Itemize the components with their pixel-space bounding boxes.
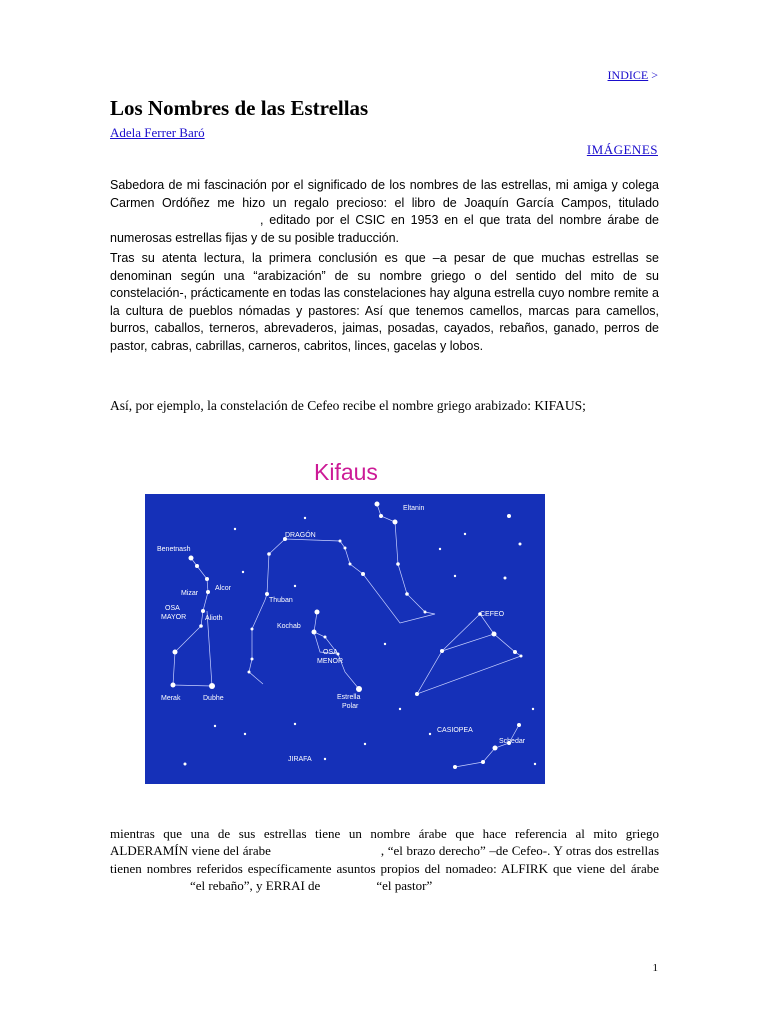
star: [379, 514, 383, 518]
label-osa-mayor-1: OSA: [165, 605, 180, 612]
star: [424, 611, 427, 614]
star: [517, 723, 521, 727]
star: [504, 577, 507, 580]
page-title: Los Nombres de las Estrellas: [110, 96, 369, 120]
star: [493, 746, 498, 751]
label-thuban: Thuban: [269, 597, 293, 604]
star: [532, 708, 534, 710]
star-polaris: [356, 686, 362, 692]
star: [344, 547, 347, 550]
star: [205, 577, 209, 581]
label-osa-mayor-2: MAYOR: [161, 614, 187, 621]
p4-text-c: “el rebaño”, y ERRAI de: [190, 877, 321, 893]
star: [393, 520, 398, 525]
star: [234, 528, 236, 530]
star: [429, 733, 431, 735]
p1-text-b: , editado por el CSIC en 1953 en el que trata del nombre árabe de numerosas estrellas fijas y de su posible traducción.: [110, 213, 659, 245]
star: [519, 543, 522, 546]
p4-text-b: , “el brazo derecho” –de Cefeo-. Y otras dos estrellas tienen nombres referidos específicamente asuntos propios del nomadeo: ALFIRK que viene del árabe: [110, 843, 660, 876]
star: [520, 655, 523, 658]
star: [454, 575, 456, 577]
star: [171, 683, 176, 688]
label-dragon: DRAGÓN: [285, 532, 316, 539]
label-kochab: Kochab: [277, 623, 301, 630]
label-polar-2: Polar: [342, 703, 359, 710]
p1-text-a: Sabedora de mi fascinación por el significado de los nombres de las estrellas, mi amiga y colega Carmen Ordóñez me hizo un regalo precioso: el libro de Joaquín García Campos, titulado: [110, 178, 659, 210]
star: [206, 590, 210, 594]
star: [184, 763, 187, 766]
star: [201, 609, 205, 613]
star: [405, 592, 409, 596]
star: [492, 632, 497, 637]
star: [399, 708, 401, 710]
star: [267, 552, 271, 556]
indice-link[interactable]: INDICE: [607, 68, 649, 82]
star: [312, 630, 317, 635]
star: [294, 723, 296, 725]
star: [189, 556, 194, 561]
star: [464, 533, 466, 535]
constellation-map: [145, 494, 545, 784]
star: [361, 572, 365, 576]
star: [415, 692, 419, 696]
label-casiopea: CASIOPEA: [437, 727, 473, 734]
indice-arrow: >: [651, 68, 658, 82]
paragraph-conclusion: Tras su atenta lectura, la primera conclusión es que –a pesar de que muchas estrellas se denominan según una “arabización” de su nombre griego o del sentido del mito de su constelación-, prácticamente en todas las constelaciones hay alguna estrella cuyo nombre remite a la cultura de pueblos nómadas y pastores: Así que tenemos camellos, marcas para camellos, burros, caballos, terneros, abrevaderos, jaimas, posadas, cayados, rebaños, ganado, perros de pastor, cabras, cabrillas, carneros, cabritos, linces, gacelas y lobos.: [110, 251, 659, 353]
indice-nav: [608, 68, 658, 83]
star: [534, 763, 536, 765]
star: [324, 636, 327, 639]
star: [453, 765, 457, 769]
label-merak: Merak: [161, 695, 181, 702]
label-alcor: Alcor: [215, 585, 231, 592]
imagenes-link[interactable]: IMÁGENES: [586, 142, 658, 157]
star: [375, 502, 380, 507]
star: [251, 628, 254, 631]
label-mizar: Mizar: [181, 590, 199, 597]
star: [315, 610, 320, 615]
paragraph-cefeo: Así, por ejemplo, la constelación de Cefeo recibe el nombre griego arabizado: KIFAUS;: [110, 398, 586, 413]
star: [294, 585, 296, 587]
star: [339, 540, 342, 543]
star: [439, 548, 441, 550]
star: [265, 592, 269, 596]
star: [251, 658, 254, 661]
p4-text-d: “el pastor”: [376, 877, 433, 893]
star: [173, 650, 178, 655]
star: [304, 517, 306, 519]
paragraph-intro: [110, 177, 659, 247]
label-polar-1: Estrella: [337, 694, 361, 701]
label-eltanin: Eltanin: [403, 505, 425, 512]
star: [248, 671, 251, 674]
star: [440, 649, 444, 653]
p4-text-a: mientras que una de sus estrellas tiene un nombre árabe que hace referencia al mito griego ALDERAMÍN viene del árabe: [110, 826, 659, 859]
label-schedar: Schedar: [499, 738, 526, 745]
label-cefeo: CEFEO: [480, 611, 505, 618]
label-dubhe: Dubhe: [203, 695, 224, 702]
page-number: 1: [652, 962, 658, 974]
label-alioth: Alioth: [205, 615, 223, 622]
label-osa-menor-2: MENOR: [317, 658, 344, 665]
star: [349, 563, 352, 566]
star: [396, 562, 400, 566]
star: [324, 758, 326, 760]
label-benetnash: Benetnash: [157, 546, 191, 553]
star: [242, 571, 244, 573]
label-jirafa: JIRAFA: [288, 756, 312, 763]
star: [199, 624, 203, 628]
star: [513, 650, 517, 654]
label-osa-menor-1: OSA: [323, 649, 338, 656]
star: [195, 564, 199, 568]
sky-background: [145, 494, 545, 784]
figure-title: Kifaus: [314, 459, 378, 485]
star: [507, 514, 511, 518]
star: [244, 733, 246, 735]
star: [209, 683, 215, 689]
star: [481, 760, 485, 764]
author-link[interactable]: Adela Ferrer Baró: [110, 125, 205, 140]
star: [384, 643, 386, 645]
star: [364, 743, 366, 745]
paragraph-stars: [110, 825, 659, 894]
star: [214, 725, 216, 727]
